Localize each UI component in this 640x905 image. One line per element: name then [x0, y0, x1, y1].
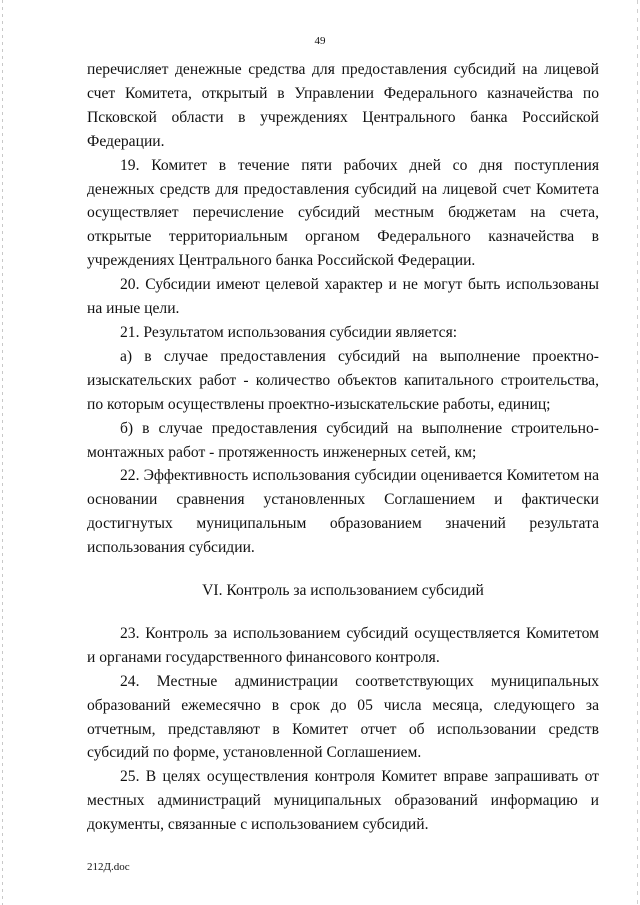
- scan-edge-left: [2, 0, 3, 905]
- paragraph-24: 24. Местные администрации соответствующих муниципальных образований ежемесячно в срок до 05 числа месяца, следующего за отчетным, представляют в Комитет отчет об использовании средств субсидий по форме, установленной Соглашением.: [87, 672, 599, 762]
- document-body: [87, 58, 599, 837]
- paragraph-25: 25. В целях осуществления контроля Комитет вправе запрашивать от местных администраций муниципальных образований информацию и документы, связанные с использованием субсидий.: [87, 768, 599, 834]
- section-heading: VI. Контроль за использованием субсидий: [202, 582, 484, 600]
- paragraph-21-b: б) в случае предоставления субсидий на выполнение строительно-монтажных работ - протяженность инженерных сетей, км;: [87, 419, 599, 461]
- paragraph-continuation: перечисляет денежные средства для предоставления субсидий на лицевой счет Комитета, открытый в Управлении Федерального казначейства по Псковской области в учреждениях Центрального банка Российской Федерации.: [87, 61, 599, 150]
- paragraph-21: 21. Результатом использования субсидии является:: [120, 323, 458, 341]
- footer-filename: 212Д.doc: [87, 861, 130, 873]
- paragraph-21-a: а) в случае предоставления субсидий на выполнение проектно-изыскательских работ - количество объектов капитального строительства, по которым осуществлены проектно-изыскательские работы, единиц;: [87, 347, 599, 413]
- paragraph-20: 20. Субсидии имеют целевой характер и не могут быть использованы на иные цели.: [87, 276, 599, 318]
- paragraph-19: 19. Комитет в течение пяти рабочих дней со дня поступления денежных средств для предоставления субсидий на лицевой счет Комитета осуществляет перечисление субсидий местным бюджетам на счета, открытые территориальным органом Федерального казначейства в учреждениях Центрального банка Российской Федерации.: [87, 156, 599, 270]
- page-number: 49: [314, 35, 326, 47]
- paragraph-23: 23. Контроль за использованием субсидий осуществляется Комитетом и органами государственного финансового контроля.: [87, 624, 599, 666]
- paragraph-22: 22. Эффективность использования субсидии оценивается Комитетом на основании сравнения установленных Соглашением и фактически достигнутых муниципальным образованием значений результата использования субсидии.: [87, 467, 599, 557]
- scan-edge-right: [637, 0, 638, 905]
